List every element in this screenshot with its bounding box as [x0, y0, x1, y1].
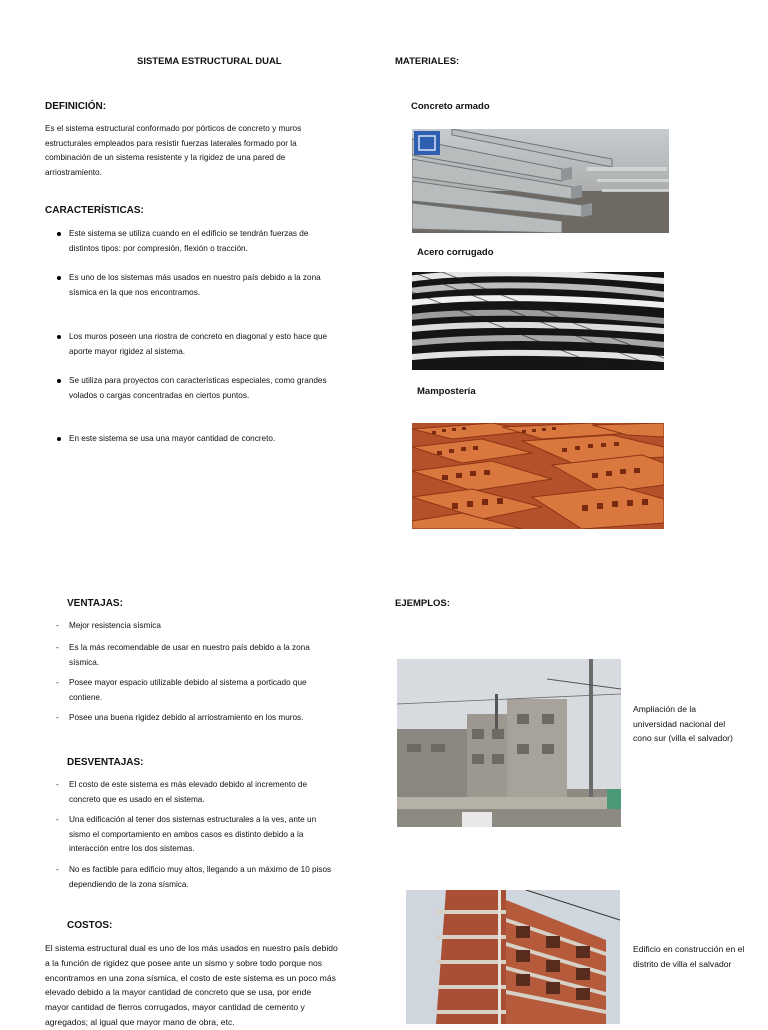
bullet-icon: - [56, 678, 59, 687]
definicion-heading: DEFINICIÓN: [45, 101, 107, 112]
costos-line: El sistema estructural dual es uno de los más usados en nuestro país debido [45, 943, 338, 953]
item-line: Este sistema se utiliza cuando en el edificio se tendrán fuerzas de [69, 229, 309, 238]
bullet-icon: - [56, 780, 59, 789]
item-line: dependiendo de la zona sísmica. [69, 879, 189, 889]
item-line: Es uno de los sistemas más usados en nuestro país debido a la zona [69, 273, 321, 282]
caption-line: Edificio en construcción en el [633, 944, 745, 954]
bullet-icon: - [56, 713, 59, 722]
ejemplo-caption-universidad [633, 702, 763, 746]
ventaja-item [56, 619, 359, 634]
item-line: sismo el comportamiento en ambos casos es distinto debido a la [69, 829, 304, 839]
caracteristica-item [69, 227, 379, 256]
page-title: SISTEMA ESTRUCTURAL DUAL [137, 56, 282, 67]
item-line: Posee mayor espacio utilizable debido al sistema a porticado que [69, 678, 307, 687]
item-line: interacción entre los dos sistemas. [69, 844, 195, 853]
item-line: No es factible para edificio muy altos, llegando a un máximo de 10 pisos [69, 865, 332, 874]
costos-line: elevado debido a la mayor cantidad de concreto que se usa, por ende [45, 987, 312, 998]
materiales-heading: MATERIALES: [395, 56, 460, 67]
bullet-icon [57, 437, 61, 441]
item-line: concreto que es usado en el sistema. [69, 794, 205, 804]
acero-corrugado-photo [412, 272, 664, 370]
costos-line: mayor cantidad de fierros corrugados, mayor cantidad de cemento y [45, 1002, 305, 1013]
bullet-icon: - [56, 643, 59, 652]
ventajas-heading: VENTAJAS: [67, 598, 123, 609]
caracteristica-item [69, 271, 379, 300]
mamposteria-photo [412, 423, 664, 529]
caracteristica-item [69, 432, 379, 447]
caracteristica-item [69, 330, 379, 359]
definicion-line: combinación de un sistema resistente y la rigidez de una pared de [45, 153, 286, 162]
caption-line: cono sur (villa el salvador) [633, 733, 733, 743]
definicion-line: Es el sistema estructural conformado por pórticos de concreto y muros [45, 124, 302, 133]
item-line: volados o cargas concentradas en ciertos puntos. [69, 390, 250, 400]
desventaja-item [56, 813, 369, 857]
item-line: En este sistema se usa una mayor cantidad de concreto. [69, 434, 276, 443]
definicion-line: estructurales empleados para resistir fuerzas laterales formado por la [45, 138, 297, 148]
caption-line: distrito de villa el salvador [633, 958, 732, 969]
concreto-armado-photo [412, 129, 669, 233]
ventaja-item [56, 711, 359, 726]
bullet-icon: - [56, 815, 59, 824]
ejemplo-caption-edificio [633, 942, 763, 971]
costos-line: encontramos en una zona sísmica, el costo de este sistema es un poco más [45, 972, 336, 983]
costos-line: agregados; al igual que mayor mano de obra, etc. [45, 1016, 235, 1027]
bullet-icon [57, 335, 61, 339]
item-line: contiene. [69, 692, 103, 702]
item-line: Se utiliza para proyectos con características especiales, como grandes [69, 376, 327, 385]
ejemplo-edificio-photo [406, 890, 620, 1024]
material-label-mamposteria: Mampostería [417, 386, 476, 397]
bullet-icon [57, 379, 61, 383]
bullet-icon: - [56, 865, 59, 874]
item-line: Una edificación al tener dos sistemas estructurales a la ves, ante un [69, 815, 317, 824]
desventaja-item [56, 863, 379, 892]
desventaja-item [56, 778, 369, 807]
caption-line: Ampliación de la [633, 704, 697, 714]
costos-text [45, 941, 385, 1030]
definicion-line: arriostramiento. [45, 167, 102, 177]
desventajas-heading: DESVENTAJAS: [67, 757, 144, 768]
item-line: sísmica en la que nos encontramos. [69, 287, 201, 297]
item-line: Mejor resistencia sísmica [69, 621, 161, 630]
bricks-image [412, 423, 664, 529]
ventaja-item [56, 676, 359, 705]
building-construction-image [406, 890, 620, 1024]
bullet-icon [57, 276, 61, 280]
bullet-icon [57, 232, 61, 236]
caracteristica-item [69, 374, 379, 403]
costos-line: a la función de rigidez que posee ante un sismo y sobre todo porque nos [45, 957, 323, 968]
ejemplos-heading: EJEMPLOS: [395, 598, 450, 609]
item-line: Los muros poseen una riostra de concreto en diagonal y esto hace que [69, 332, 328, 341]
caption-line: universidad nacional del [633, 718, 726, 729]
item-line: El costo de este sistema es más elevado debido al incremento de [69, 780, 308, 789]
item-line: Es la más recomendable de usar en nuestro país debido a la zona [69, 643, 310, 652]
university-building-image [397, 659, 621, 827]
item-line: aporte mayor rigidez al sistema. [69, 346, 186, 356]
rebar-coil-image [412, 272, 664, 370]
item-line: distintos tipos: por compresión, flexión o tracción. [69, 243, 248, 253]
material-label-concreto: Concreto armado [411, 101, 490, 112]
ventaja-item [56, 641, 359, 670]
costos-heading: COSTOS: [67, 920, 113, 931]
bullet-icon: - [56, 621, 59, 630]
material-label-acero: Acero corrugado [417, 247, 494, 258]
caracteristicas-heading: CARACTERÍSTICAS: [45, 205, 144, 216]
item-line: sísmica. [69, 657, 100, 667]
concrete-beams-image [412, 129, 669, 233]
item-line: Posee una buena rigidez debido al arriostramiento en los muros. [69, 713, 304, 722]
definicion-text [45, 122, 385, 180]
ejemplo-universidad-photo [397, 659, 621, 827]
